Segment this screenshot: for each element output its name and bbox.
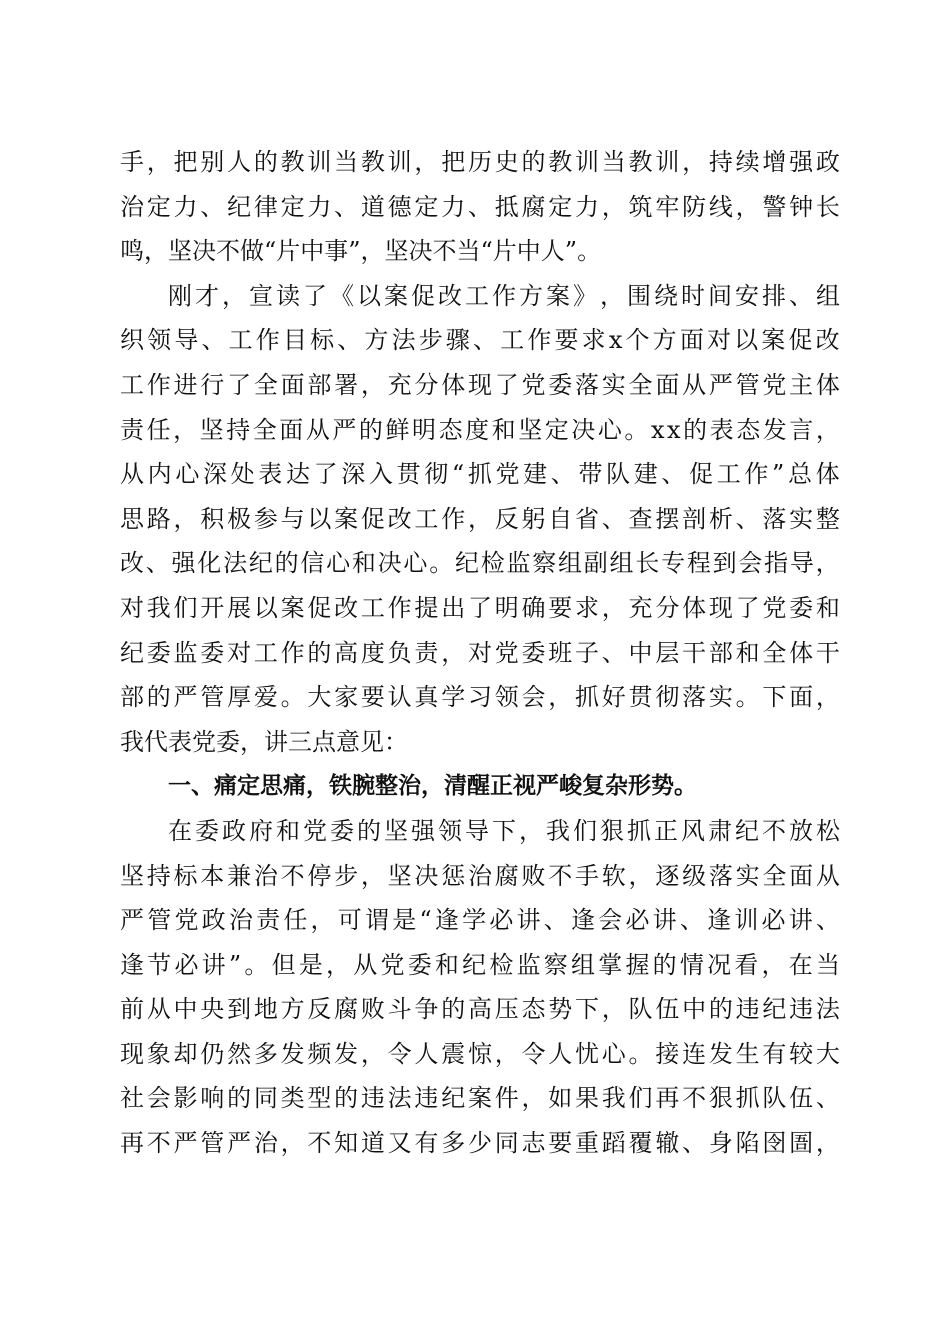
text-line: 对 我 们 开 展 以 案 促 改 工 作 提 出 了 明 确 要 求 ， 充 分 体 现 了 党 委 和	[120, 593, 840, 622]
paragraph-start-line: 刚 才 ， 宣 读 了 《 以 案 促 改 工 作 方 案 》 ， 围 绕 时 间 安 排 、 组	[168, 281, 840, 310]
text-line: 逢 节 必 讲 ” 。 但 是 ， 从 党 委 和 纪 检 监 察 组 掌 握 的 情 况 看 ， 在 当	[120, 950, 840, 979]
text-line: 从 内 心 深 处 表 达 了 深 入 贯 彻 “ 抓 党 建 、 带 队 建 、 促 工 作 ” 总 体	[120, 460, 840, 489]
text-line: 责 任 ， 坚 持 全 面 从 严 的 鲜 明 态 度 和 坚 定 决 心 。 x x 的 表 态 发 言 ，	[120, 415, 840, 444]
text-line: 我代表党委，讲三点意见：	[120, 727, 408, 756]
body-text	[120, 140, 840, 1166]
text-line: 坚 持 标 本 兼 治 不 停 步 ， 坚 决 惩 治 腐 败 不 手 软 ， 逐 级 落 实 全 面 从	[120, 861, 840, 890]
text-line: 前 从 中 央 到 地 方 反 腐 败 斗 争 的 高 压 态 势 下 ， 队 伍 中 的 违 纪 违 法	[120, 995, 840, 1024]
text-line: 纪 委 监 委 对 工 作 的 高 度 负 责 ， 对 党 委 班 子 、 中 层 干 部 和 全 体 干	[120, 638, 840, 667]
text-line: 部 的 严 管 厚 爱 。 大 家 要 认 真 学 习 领 会 ， 抓 好 贯 彻 落 实 。 下 面 ，	[120, 683, 840, 712]
section-heading: 一、痛定思痛，铁腕整治，清醒正视严峻复杂形势。	[168, 773, 697, 800]
text-line: 织 领 导 、 工 作 目 标 、 方 法 步 骤 、 工 作 要 求 x 个 方 面 对 以 案 促 改	[120, 326, 840, 355]
text-line: 手 ， 把 别 人 的 教 训 当 教 训 ， 把 历 史 的 教 训 当 教 训 ， 持 续 增 强 政	[120, 148, 840, 176]
text-line: 思 路 ， 积 极 参 与 以 案 促 改 工 作 ， 反 躬 自 省 、 查 摆 剖 析 、 落 实 整	[120, 504, 840, 533]
text-line: 鸣，坚决不做“片中事”，坚决不当“片中人”。	[120, 237, 602, 266]
text-line: 治 定 力 、 纪 律 定 力 、 道 德 定 力 、 抵 腐 定 力 ， 筑 牢 防 线 ， 警 钟 长	[120, 192, 840, 221]
text-line: 工 作 进 行 了 全 面 部 署 ， 充 分 体 现 了 党 委 落 实 全 面 从 严 管 党 主 体	[120, 370, 840, 399]
text-line: 改 、 强 化 法 纪 的 信 心 和 决 心 。 纪 检 监 察 组 副 组 长 专 程 到 会 指 导 ，	[120, 549, 840, 578]
text-line: 现 象 却 仍 然 多 发 频 发 ， 令 人 震 惊 ， 令 人 忧 心 。 接 连 发 生 有 较 大	[120, 1039, 840, 1068]
text-line: 严 管 党 政 治 责 任 ， 可 谓 是 “ 逢 学 必 讲 、 逢 会 必 讲 、 逢 训 必 讲 、	[120, 906, 840, 935]
text-line: 再 不 严 管 严 治 ， 不 知 道 又 有 多 少 同 志 要 重 蹈 覆 辙 、 身 陷 囹 圄 ，	[120, 1129, 840, 1158]
text-line: 社 会 影 响 的 同 类 型 的 违 法 违 纪 案 件 ， 如 果 我 们 再 不 狠 抓 队 伍 、	[120, 1084, 840, 1113]
paragraph-start-line: 在 委 政 府 和 党 委 的 坚 强 领 导 下 ， 我 们 狠 抓 正 风 肃 纪 不 放 松	[168, 816, 840, 845]
